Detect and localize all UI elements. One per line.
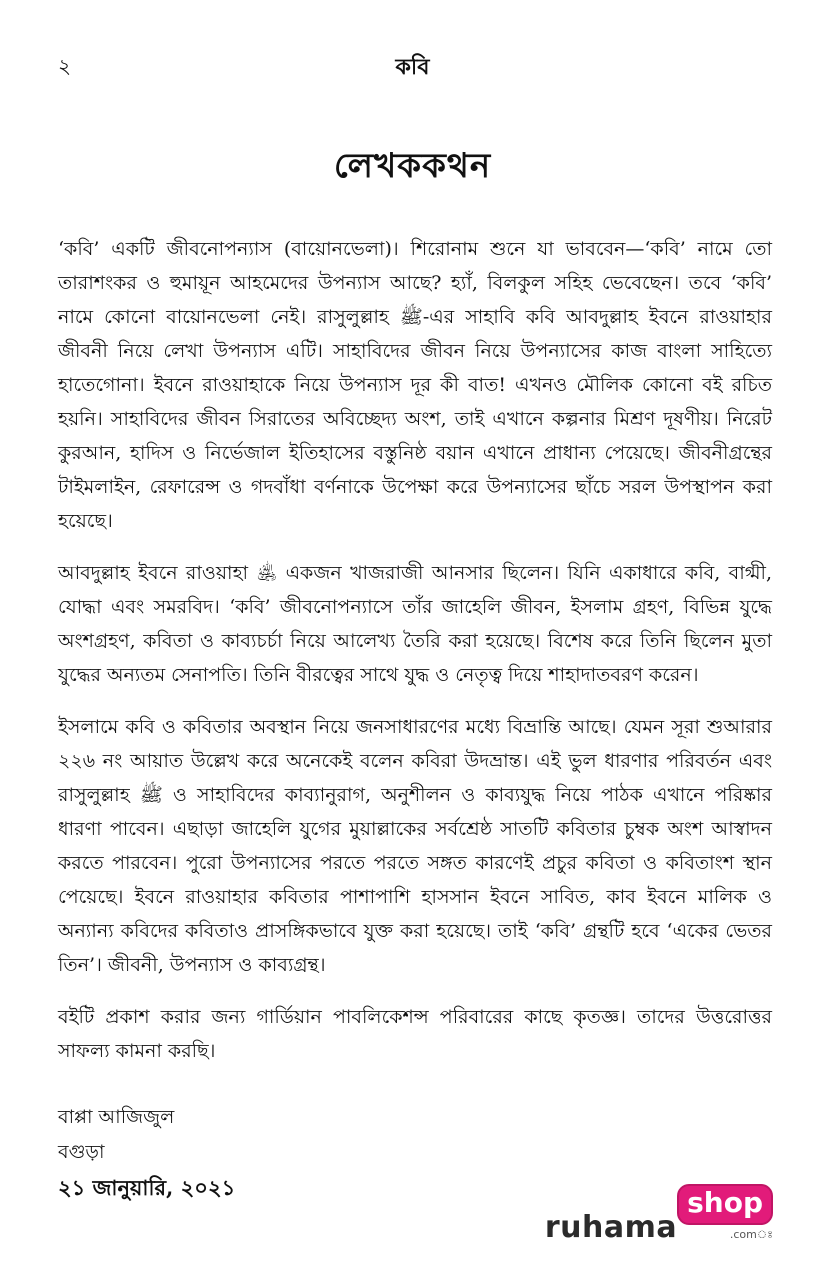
logo-text-shop: shop	[677, 1184, 773, 1225]
place: বগুড়া	[58, 1141, 105, 1163]
page-number: ২	[58, 54, 72, 78]
logo-text-ruhama: ruhama	[544, 1210, 678, 1245]
author-name: বাপ্পা আজিজুল	[58, 1106, 175, 1128]
logo-domain: .comঃ	[729, 1228, 773, 1241]
paragraph-intro: ‘কবি’ একটি জীবনোপন্যাস (বায়োনভেলা)। শিরোনাম শুনে যা ভাববেন—‘কবি’ নামে তো তারাশংকর ও হুমায়ূন আহমেদের উপন্যাস আছে? হ্যাঁ, বিলকুল সহিহ ভেবেছেন। তবে ‘কবি’ নামে কোনো বায়োনভেলা নেই। রাসুলুল্লাহ ﷺ-এর সাহাবি কবি আবদুল্লাহ ইবনে রাওয়াহার জীবনী নিয়ে লেখা উপন্যাস এটি। সাহাবিদের জীবন নিয়ে উপন্যাসের কাজ বাংলা সাহিত্যে হাতেগোনা। ইবনে রাওয়াহাকে নিয়ে উপন্যাস দূর কী বাত! এখনও মৌলিক কোনো বই রচিত হয়নি। সাহাবিদের জীবন সিরাতের অবিচ্ছেদ্য অংশ, তাই এখানে কল্পনার মিশ্রণ দূষণীয়। নিরেট কুরআন, হাদিস ও নির্ভেজাল ইতিহাসের বস্তুনিষ্ঠ বয়ান এখানে প্রাধান্য পেয়েছে। জীবনীগ্রন্থের টাইমলাইন, রেফারেন্স ও গদবাঁধা বর্ণনাকে উপেক্ষা করে উপন্যাসের ছাঁচে সরল উপস্থাপন করা হয়েছে।	[58, 238, 773, 532]
paragraph-biography: আবদুল্লাহ ইবনে রাওয়াহা ﵁ একজন খাজরাজী আনসার ছিলেন। যিনি একাধারে কবি, বাগ্মী, যোদ্ধা এবং সমরবিদ। ‘কবি’ জীবনোপন্যাসে তাঁর জাহেলি জীবন, ইসলাম গ্রহণ, বিভিন্ন যুদ্ধে অংশগ্রহণ, কবিতা ও কাব্যচর্চা নিয়ে আলেখ্য তৈরি করা হয়েছে। বিশেষ করে তিনি ছিলেন মুতা যুদ্ধের অন্যতম সেনাপতি। তিনি বীরত্বের সাথে যুদ্ধ ও নেতৃত্ব দিয়ে শাহাদাতবরণ করেন।	[58, 562, 772, 686]
chapter-title: লেখককথন	[333, 146, 492, 186]
running-title: কবি	[395, 54, 430, 80]
date: ২১ জানুয়ারি, ২০২১	[58, 1175, 236, 1200]
paragraph-poetry: ইসলামে কবি ও কবিতার অবস্থান নিয়ে জনসাধারণের মধ্যে বিভ্রান্তি আছে। যেমন সূরা শুআরার ২২৬ নং আয়াত উল্লেখ করে অনেকেই বলেন কবিরা উদভ্রান্ত। এই ভুল ধারণার পরিবর্তন এবং রাসুলুল্লাহ ﷺ ও সাহাবিদের কাব্যানুরাগ, অনুশীলন ও কাব্যযুদ্ধ নিয়ে পাঠক এখানে পরিষ্কার ধারণা পাবেন। এছাড়া জাহেলি যুগের মুয়াল্লাকের সর্বশ্রেষ্ঠ সাতটি কবিতার চুম্বক অংশ আস্বাদন করতে পারবেন। পুরো উপন্যাসের পরতে পরতে সঙ্গত কারণেই প্রচুর কবিতা ও কবিতাংশ স্থান পেয়েছে। ইবনে রাওয়াহার কবিতার পাশাপাশি হাসসান ইবনে সাবিত, কাব ইবনে মালিক ও অন্যান্য কবিদের কবিতাও প্রাসঙ্গিকভাবে যুক্ত করা হয়েছে। তাই ‘কবি’ গ্রন্থটি হবে ‘একের ভেতর তিন’। জীবনী, উপন্যাস ও কাব্যগ্রন্থ।	[58, 716, 773, 976]
signature-block	[58, 1100, 235, 1205]
logo-shop-wrap	[677, 1184, 773, 1245]
paragraph-acknowledgement: বইটি প্রকাশ করার জন্য গার্ডিয়ান পাবলিকেশন্স পরিবারের কাছে কৃতজ্ঞ। তাদের উত্তরোত্তর সাফল্য কামনা করছি।	[58, 1006, 772, 1062]
body-text	[58, 232, 772, 1086]
ruhamashop-logo	[545, 1184, 773, 1245]
